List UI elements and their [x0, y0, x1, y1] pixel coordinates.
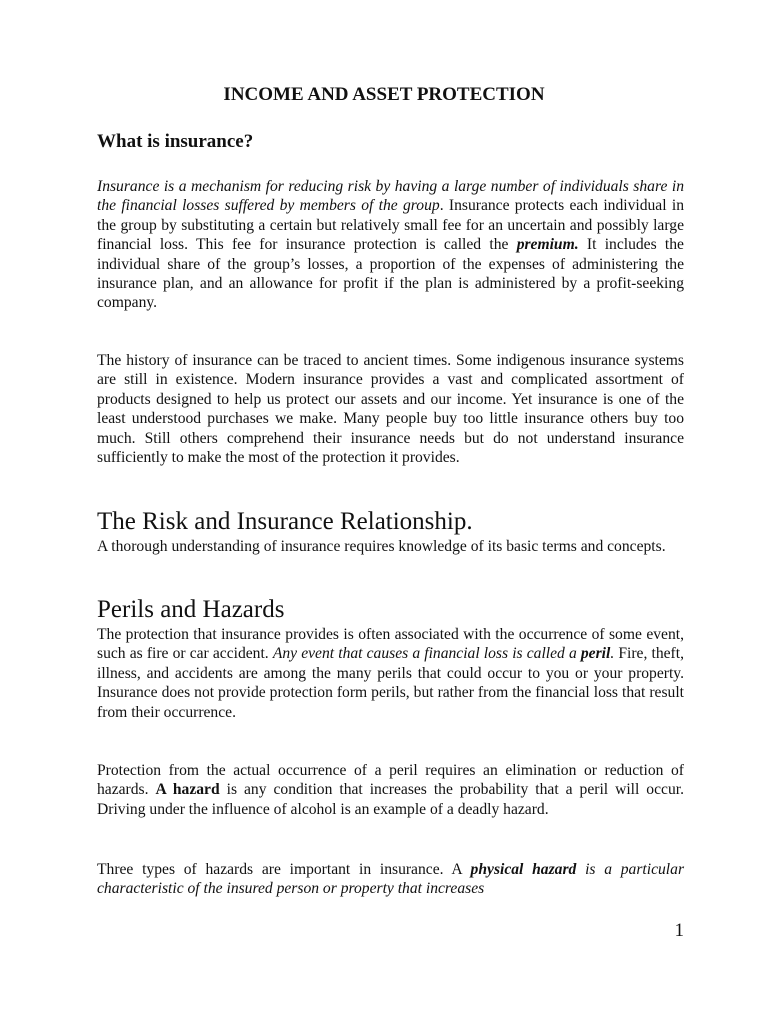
perils-definition-period: .	[610, 645, 615, 663]
peril-term: peril	[580, 645, 611, 663]
paragraph-risk-insurance: A thorough understanding of insurance requires knowledge of its basic terms and concepts.	[97, 538, 666, 555]
insurance-definition-text-a: Insurance protects each individual in the group by substituting a certain but relatively small fee for an uncertain and possibly large financial loss. This fee for insurance protection is called the	[97, 197, 684, 254]
paragraph-hazard-types	[97, 860, 684, 899]
physical-hazard-term: physical hazard	[470, 861, 577, 878]
hazards-text-a: Protection from the actual occurrence of a peril requires an elimination or reduction of hazards.	[97, 762, 684, 799]
page-number: 1	[674, 920, 684, 941]
heading-risk-insurance-relationship: The Risk and Insurance Relationship.	[97, 508, 473, 535]
perils-text-b: Fire, theft, illness, and accidents are among the many perils that could occur to you or your property. Insurance does not provide protection form perils, but rather from the financial loss that result from their occurrence.	[97, 645, 684, 721]
insurance-definition-period: .	[439, 197, 444, 215]
paragraph-insurance-history: The history of insurance can be traced to ancient times. Some indigenous insurance systems are still in existence. Modern insurance provides a vast and complicated assortment of products designed to help us protect our assets and our income. Yet insurance is one of the least understood purchases we make. Many people buy too little insurance others buy too much. Still others comprehend their insurance needs but do not understand insurance sufficiently to make the most of the protection it provides.	[97, 352, 684, 467]
perils-definition-italic: Any event that causes a financial loss is called a	[272, 645, 581, 663]
physical-hazard-definition: is a particular characteristic of the insured person or property that increases	[97, 861, 685, 898]
hazards-text-b: is any condition that increases the probability that a peril will occur. Driving under the influence of alcohol is an example of a deadly hazard.	[97, 781, 684, 818]
subheading-what-is-insurance: What is insurance?	[97, 131, 254, 152]
hazard-types-text-a: Three types of hazards are important in insurance. A	[97, 861, 471, 878]
hazard-term: A hazard	[155, 781, 220, 799]
paragraph-perils	[97, 625, 684, 722]
perils-text-a: The protection that insurance provides is often associated with the occurrence of some event, such as fire or car accident.	[97, 626, 684, 663]
insurance-definition-text-b: It includes the individual share of the group’s losses, a proportion of the expenses of administering the insurance plan, and an allowance for profit if the plan is administered by a profit-seeking company.	[97, 236, 684, 312]
document-title: INCOME AND ASSET PROTECTION	[223, 84, 545, 105]
paragraph-insurance-definition	[97, 177, 684, 313]
premium-term: premium.	[516, 236, 579, 254]
paragraph-hazards	[97, 761, 684, 819]
heading-perils-hazards: Perils and Hazards	[97, 596, 285, 623]
insurance-definition-italic: Insurance is a mechanism for reducing risk by having a large number of individuals share in the financial losses suffered by members of the group	[97, 178, 684, 215]
